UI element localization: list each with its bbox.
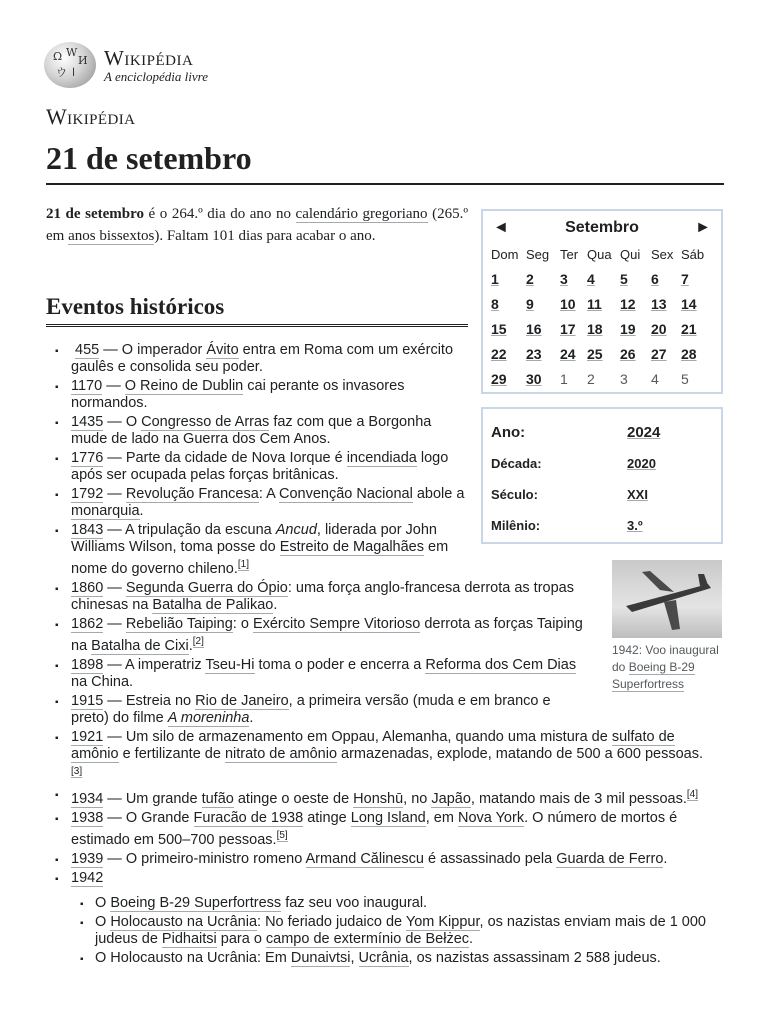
calendar-day-link[interactable]: 23 <box>526 346 542 362</box>
calendar-weekday: Dom <box>491 247 519 262</box>
calendar-weekday: Seg <box>526 247 550 262</box>
event-text: toma o poder e encerra a <box>254 656 426 673</box>
event-link[interactable]: Estreito de Magalhães <box>279 539 424 555</box>
event-text: na China. <box>71 673 134 690</box>
event-text: — O <box>103 414 142 430</box>
reference-link[interactable]: [3] <box>71 765 83 777</box>
year-link[interactable]: 1939 <box>71 851 104 868</box>
event-text: . <box>469 931 474 948</box>
link-calendario-gregoriano[interactable]: calendário gregoriano <box>295 206 428 222</box>
event-link[interactable]: Segunda Guerra do Ópio <box>125 579 288 596</box>
list-item <box>50 580 590 614</box>
calendar-day-link[interactable]: 14 <box>681 296 697 312</box>
event-text: . <box>188 637 193 654</box>
event-text: — <box>103 486 126 502</box>
event-link[interactable]: Congresso de Arras <box>141 414 270 430</box>
event-text: faz seu voo inaugural. <box>281 895 428 912</box>
calendar-weekday: Sex <box>651 247 674 262</box>
list-item <box>50 693 590 727</box>
event-link[interactable]: Furacão de 1938 <box>193 810 304 827</box>
calendar-next-month-day[interactable]: 1 <box>560 371 568 387</box>
event-link[interactable]: campo de extermínio de Bełżec <box>265 931 470 948</box>
event-text: : No feriado judaico de <box>257 914 406 931</box>
calendar-day-link[interactable]: 26 <box>620 346 636 362</box>
event-text: — Estreia no <box>103 692 196 709</box>
event-text: é assassinado pela <box>424 851 557 868</box>
calendar-day-link[interactable]: 9 <box>526 296 534 312</box>
wordmark-tagline: A enciclopédia livre <box>104 68 208 84</box>
calendar-day-link[interactable]: 10 <box>560 296 576 312</box>
event-text: . <box>249 709 254 726</box>
calendar-day-link[interactable]: 19 <box>620 321 636 337</box>
intro-text: (265.º em <box>46 206 468 244</box>
year-value-link[interactable]: 2024 <box>627 424 661 441</box>
calendar-day-link[interactable]: 7 <box>681 271 689 287</box>
event-text: — O imperador <box>99 342 207 358</box>
calendar-day-link[interactable]: 29 <box>491 371 507 387</box>
event-link[interactable]: Tseu-Hi <box>205 656 255 673</box>
calendar-next-month-day[interactable]: 2 <box>587 371 595 387</box>
reference-link[interactable]: [4] <box>686 789 699 801</box>
millennium-label: Milênio: <box>491 518 541 533</box>
event-text: — O Grande <box>103 810 194 827</box>
reference-link[interactable]: [2] <box>192 635 204 647</box>
year-link[interactable]: 1776 <box>71 450 104 466</box>
event-link[interactable]: Convenção Nacional <box>279 486 413 502</box>
year-link[interactable]: 1921 <box>71 728 104 745</box>
caption-text: 1942: Voo inaugural do <box>612 643 719 674</box>
list-item <box>50 657 590 691</box>
event-text: — <box>103 579 126 596</box>
event-text: , matando mais de 3 mil pessoas. <box>470 791 687 808</box>
calendar-day-link[interactable]: 1 <box>491 271 499 287</box>
reference-link[interactable]: [1] <box>237 559 249 570</box>
year-link[interactable]: 1942 <box>71 870 104 887</box>
event-text: . <box>663 851 668 868</box>
decade-value-link[interactable]: 2020 <box>627 456 656 471</box>
event-text: . O número de mortos é estimado em 500–700 pessoas. <box>71 810 678 849</box>
event-link[interactable]: Batalha de Palikao <box>152 596 274 613</box>
year-link[interactable]: 1435 <box>71 414 104 430</box>
list-item <box>50 486 468 520</box>
year-link[interactable]: 1934 <box>71 791 104 808</box>
calendar-day-link[interactable]: 3 <box>560 271 568 287</box>
list-item <box>50 522 468 578</box>
event-link[interactable]: Reforma dos Cem Dias <box>425 656 577 673</box>
event-link[interactable]: Exército Sempre Vitorioso <box>252 615 421 632</box>
calendar-day-link[interactable]: 28 <box>681 346 697 362</box>
year-label: Ano: <box>491 424 526 441</box>
event-link[interactable]: nitrato de amônio <box>224 745 338 762</box>
wordmark-name: Wikipédia <box>104 45 194 70</box>
event-text: atinge o oeste de <box>233 791 354 808</box>
list-item <box>71 950 731 967</box>
event-link[interactable]: Pidhaitsi <box>161 931 217 948</box>
intro-text: ). Faltam 101 dias para acabar o ano. <box>154 228 376 244</box>
link-anos-bissextos[interactable]: anos bissextos <box>68 228 155 244</box>
event-text: , os nazistas assassinam 2 588 judeus. <box>408 950 661 967</box>
calendar-month[interactable]: Setembro <box>565 219 639 236</box>
calendar-next-month-day[interactable]: 3 <box>620 371 628 387</box>
list-item <box>50 851 730 868</box>
event-text: abole a <box>412 486 465 502</box>
calendar-day-link[interactable]: 8 <box>491 296 499 312</box>
event-text: O <box>95 895 111 912</box>
list-item <box>50 616 590 655</box>
calendar-day-link[interactable]: 24 <box>560 346 576 362</box>
event-text: — Parte da cidade de Nova Iorque é <box>103 450 347 466</box>
events-list <box>50 342 730 969</box>
event-link[interactable]: Boeing B-29 Superfortress <box>110 895 282 912</box>
calendar-day-link[interactable]: 6 <box>651 271 659 287</box>
event-link[interactable]: Nova York <box>457 810 525 827</box>
calendar-weekday: Qui <box>620 247 641 262</box>
list-item <box>71 895 731 912</box>
calendar-next-month-day[interactable]: 4 <box>651 371 659 387</box>
calendar-day-link[interactable]: 30 <box>526 371 542 387</box>
event-text: cai perante os invasores normandos. <box>71 378 405 411</box>
list-item <box>50 810 730 849</box>
page-title: 21 de setembro <box>46 140 724 185</box>
event-text: para o <box>216 931 266 948</box>
year-link[interactable]: 1843 <box>71 522 104 538</box>
calendar-prev-arrow-icon[interactable]: ◄ <box>493 219 509 236</box>
sub-events-list <box>71 895 730 967</box>
list-item <box>50 870 730 967</box>
event-text: O <box>95 914 111 931</box>
event-text: , a primeira versão (muda e em branco e preto) do filme <box>71 692 551 726</box>
event-text: — <box>103 615 126 632</box>
event-text: em nome do governo chileno. <box>71 539 449 577</box>
calendar-day-link[interactable]: 25 <box>587 346 603 362</box>
year-link[interactable]: 1862 <box>71 615 104 632</box>
event-link[interactable]: Rebelião Taiping <box>125 615 233 632</box>
event-text: atinge <box>303 810 351 827</box>
event-link[interactable]: Batalha de Cixi <box>91 637 189 654</box>
event-link[interactable]: Yom Kippur <box>405 914 480 931</box>
event-text: , no <box>403 791 432 808</box>
calendar-weekday: Ter <box>560 247 579 262</box>
event-link[interactable]: Guarda de Ferro <box>556 851 664 868</box>
event-text: — O primeiro-ministro romeno <box>103 851 306 868</box>
calendar-day-link[interactable]: 27 <box>651 346 667 362</box>
intro-paragraph <box>46 203 468 247</box>
section-title-eventos: Eventos históricos <box>46 294 468 327</box>
event-link[interactable]: Ávito <box>206 342 239 358</box>
event-text: — A imperatriz <box>103 656 206 673</box>
intro-text: é o 264.º dia do ano no <box>144 206 296 222</box>
year-link[interactable]: 1860 <box>71 579 104 596</box>
year-link[interactable]: 1792 <box>71 486 104 502</box>
event-text: : uma força anglo-francesa derrota as tropas chinesas na <box>71 579 574 613</box>
event-text: : o <box>232 615 253 632</box>
event-text: — A tripulação da escuna <box>103 522 276 538</box>
event-link[interactable]: Rio de Janeiro <box>195 692 289 709</box>
calendar-weekday: Qua <box>587 247 612 262</box>
list-item <box>50 786 710 808</box>
site-title: Wikipédia <box>46 104 136 129</box>
event-link[interactable]: sulfato de amônio <box>71 728 675 762</box>
event-text: O Holocausto na Ucrânia: Em <box>95 950 291 967</box>
event-text: . <box>273 596 278 613</box>
event-link[interactable]: monarquia <box>71 503 140 519</box>
event-text: entra em Roma com um exército gaulês e consolida seu poder. <box>71 342 454 375</box>
event-text: — Um grande <box>103 791 202 808</box>
event-link[interactable]: incendiada <box>346 450 417 466</box>
event-text: e fertilizante de <box>118 745 225 762</box>
event-text: logo após ser ocupada pelas forças britânicas. <box>71 450 449 483</box>
year-link[interactable]: 1938 <box>71 810 104 827</box>
event-text: derrota as forças Taiping na <box>71 615 583 654</box>
calendar-day-link[interactable]: 17 <box>560 321 576 337</box>
calendar-day-link[interactable]: 5 <box>620 271 628 287</box>
list-item <box>71 914 731 948</box>
link-boeing-b29[interactable]: Boeing B-29 Superfortress <box>612 660 695 691</box>
year-link[interactable]: 1170 <box>71 378 103 394</box>
decade-label: Década: <box>491 456 542 471</box>
calendar-day-link[interactable]: 13 <box>651 296 667 312</box>
century-label: Século: <box>491 487 538 502</box>
site-header <box>44 42 208 88</box>
calendar-day-link[interactable]: 4 <box>587 271 595 287</box>
calendar-next-month-day[interactable]: 5 <box>681 371 689 387</box>
year-link[interactable]: 1898 <box>71 656 104 673</box>
event-link[interactable]: Holocausto na Ucrânia <box>110 914 258 931</box>
list-item <box>50 378 468 412</box>
event-text: faz com que a Borgonha mude de lado na Guerra dos Cem Anos. <box>71 414 432 447</box>
event-text: , em <box>425 810 458 827</box>
event-text: — <box>102 378 125 394</box>
event-text: , os nazistas enviam mais de 1 000 judeus de <box>95 914 706 948</box>
calendar-day-link[interactable]: 16 <box>526 321 542 337</box>
event-text: , liderada por John Williams Wilson, toma posse do <box>71 522 437 555</box>
event-link[interactable]: Dunaivtsi <box>290 950 351 967</box>
list-item <box>50 414 468 448</box>
event-link[interactable]: O Reino de Dublin <box>124 378 244 394</box>
calendar-day-link[interactable]: 18 <box>587 321 603 337</box>
event-italic: Ancud <box>275 522 317 538</box>
calendar-day-link[interactable]: 2 <box>526 271 534 287</box>
intro-bold-date: 21 de setembro <box>46 206 144 222</box>
calendar-day-link[interactable]: 21 <box>681 321 697 337</box>
event-link[interactable]: A moreninha <box>167 709 250 726</box>
wikipedia-globe-logo-icon[interactable]: Ω W И ウ ا <box>44 42 96 88</box>
reference-link[interactable]: [5] <box>276 830 288 842</box>
event-link[interactable]: Armand Călinescu <box>305 851 424 868</box>
millennium-value-link[interactable]: 3.º <box>627 518 643 533</box>
year-link[interactable]: 1915 <box>71 692 104 709</box>
event-link[interactable]: tufão <box>201 791 234 808</box>
event-link[interactable]: Ucrânia <box>358 950 409 967</box>
century-value-link[interactable]: XXI <box>627 487 648 502</box>
calendar-next-arrow-icon[interactable]: ► <box>695 219 711 236</box>
event-text: , <box>350 950 359 967</box>
calendar-header <box>489 217 715 243</box>
wordmark[interactable] <box>104 47 208 84</box>
list-item <box>50 729 710 785</box>
calendar-day-link[interactable]: 12 <box>620 296 636 312</box>
list-item <box>50 450 468 484</box>
event-text: — Um silo de armazenamento em Oppau, Alemanha, quando uma mistura de <box>103 728 612 745</box>
event-text: armazenadas, explode, matando de 500 a 600 pessoas. <box>337 745 703 762</box>
calendar-weekday: Sáb <box>681 247 705 262</box>
event-link[interactable]: Revolução Francesa <box>125 486 259 502</box>
event-link[interactable]: Honshū <box>353 791 404 808</box>
event-text: . <box>139 503 144 519</box>
calendar-day-link[interactable]: 15 <box>491 321 507 337</box>
calendar-day-link[interactable]: 22 <box>491 346 507 362</box>
event-text: : A <box>258 486 279 502</box>
year-link[interactable]: 455 <box>75 342 100 358</box>
calendar-day-link[interactable]: 11 <box>587 296 602 312</box>
list-item <box>50 342 468 376</box>
event-link[interactable]: Japão <box>431 791 471 808</box>
calendar-day-link[interactable]: 20 <box>651 321 667 337</box>
event-link[interactable]: Long Island <box>350 810 426 827</box>
